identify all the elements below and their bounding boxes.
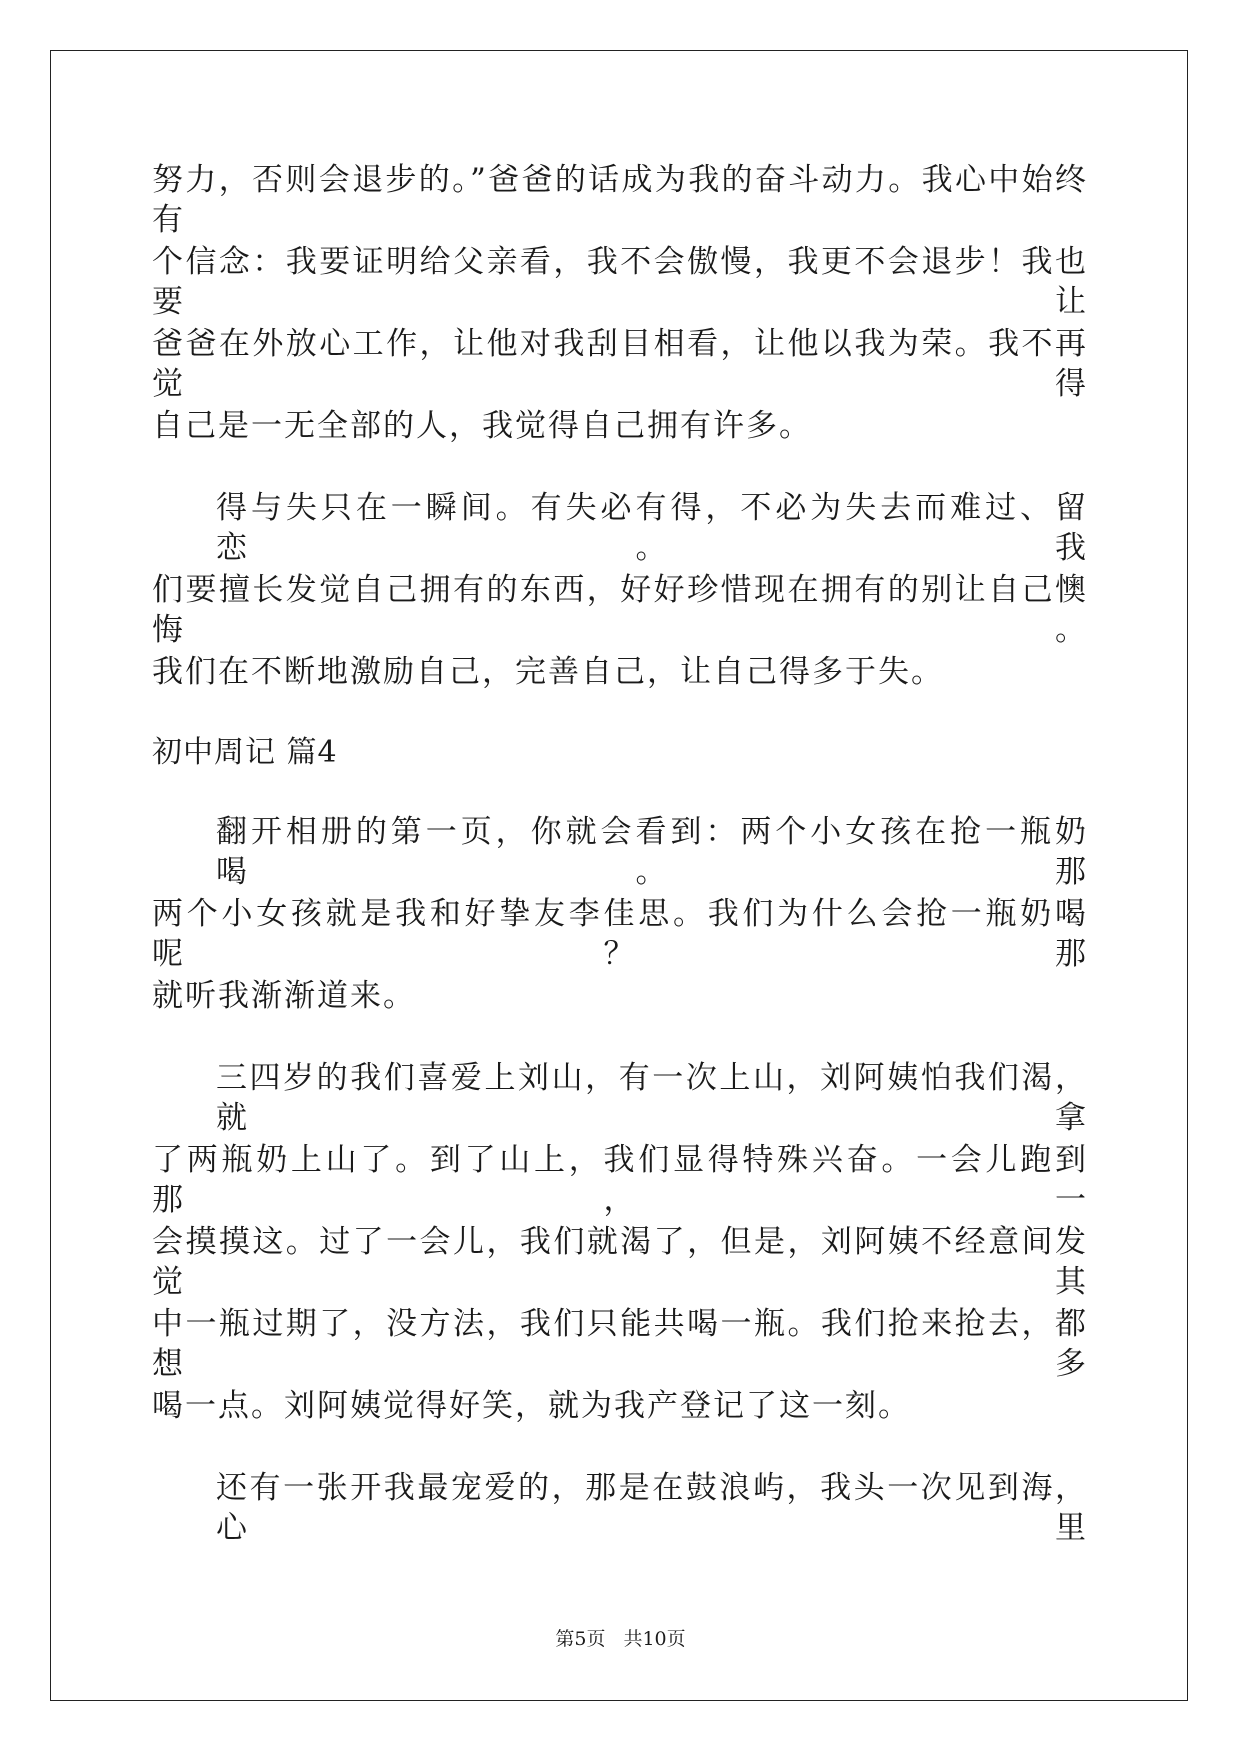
text-line: 中一瓶过期了，没方法，我们只能共喝一瓶。我们抢来抢去，都想多 (152, 1306, 1088, 1382)
page-footer (0, 1627, 1241, 1651)
text-line: 努力，否则会退步的。”爸爸的话成为我的奋斗动力。我心中始终有 (152, 162, 1088, 238)
text-line: 还有一张开我最宠爱的，那是在鼓浪屿，我头一次见到海，心里 (216, 1470, 1088, 1546)
text-line: 就听我渐渐道来。 (152, 978, 416, 1014)
text-line: 爸爸在外放心工作，让他对我刮目相看，让他以我为荣。我不再觉得 (152, 326, 1088, 402)
text-line: 得与失只在一瞬间。有失必有得，不必为失去而难过、留恋。我 (216, 490, 1088, 566)
document-body (152, 160, 1088, 1550)
text-line: 翻开相册的第一页，你就会看到：两个小女孩在抢一瓶奶喝。那 (216, 814, 1088, 890)
text-line: 我们在不断地激励自己，完善自己，让自己得多于失。 (152, 654, 944, 690)
text-line: 会摸摸这。过了一会儿，我们就渴了，但是，刘阿姨不经意间发觉其 (152, 1224, 1088, 1300)
page-total: 共10页 (623, 1628, 686, 1650)
text-line: 们要擅长发觉自己拥有的东西，好好珍惜现在拥有的别让自己懊悔。 (152, 572, 1088, 648)
section-heading: 初中周记 篇4 (152, 735, 338, 770)
text-line: 三四岁的我们喜爱上刘山，有一次上山，刘阿姨怕我们渴，就拿 (216, 1060, 1088, 1136)
text-line: 了两瓶奶上山了。到了山上，我们显得特殊兴奋。一会儿跑到那，一 (152, 1142, 1088, 1218)
text-line: 两个小女孩就是我和好挚友李佳思。我们为什么会抢一瓶奶喝呢？那 (152, 896, 1088, 972)
page-number: 第5页 (555, 1628, 606, 1650)
text-line: 自己是一无全部的人，我觉得自己拥有许多。 (152, 408, 812, 444)
text-line: 喝一点。刘阿姨觉得好笑，就为我产登记了这一刻。 (152, 1388, 911, 1424)
text-line: 个信念：我要证明给父亲看，我不会傲慢，我更不会退步！我也要让 (152, 244, 1088, 320)
